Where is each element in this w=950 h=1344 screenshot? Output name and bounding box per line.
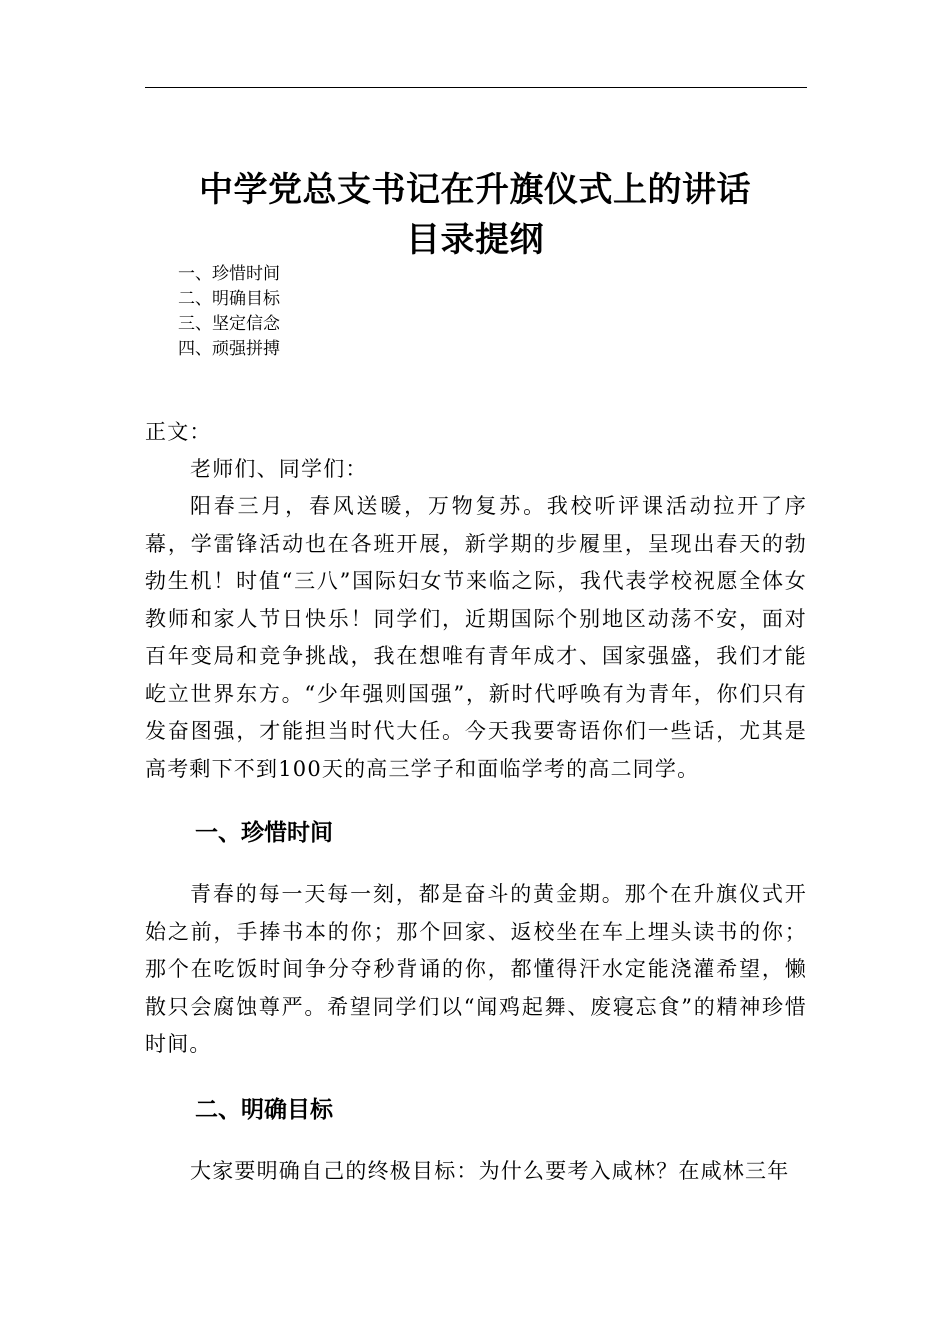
toc-item: 四、顽强拼搏: [178, 339, 280, 359]
body-label: 正文：: [145, 420, 212, 444]
toc-item: 一、珍惜时间: [178, 264, 280, 284]
intro-paragraph: 阳春三月，春风送暖，万物复苏。我校听评课活动拉开了序幕，学雷锋活动也在各班开展，新学期的步履里，呈现出春天的勃勃生机！时值“三八”国际妇女节来临之际，我代表学校祝愿全体女教师和家人节日快乐！同学们，近期国际个别地区动荡不安，面对百年变局和竞争挑战，我在想唯有青年成才、国家强盛，我们才能屹立世界东方。“少年强则国强”，新时代呼唤有为青年，你们只有发奋图强，才能担当时代大任。今天我要寄语你们一些话，尤其是高考剩下不到100天的高三学子和面临学考的高二同学。: [145, 494, 807, 781]
toc-item: 三、坚定信念: [178, 314, 280, 334]
section-1-paragraph: 青春的每一天每一刻，都是奋斗的黄金期。那个在升旗仪式开始之前，手捧书本的你；那个回家、返校坐在车上埋头读书的你；那个在吃饭时间争分夺秒背诵的你，都懂得汗水定能浇灌希望，懒散只会腐蚀尊严。希望同学们以“闻鸡起舞、废寝忘食”的精神珍惜时间。: [145, 882, 807, 1056]
header-rule: [145, 87, 807, 88]
document-subtitle: 目录提纲: [406, 220, 544, 260]
section-heading-2: 二、明确目标: [195, 1097, 333, 1123]
document-title: 中学党总支书记在升旗仪式上的讲话: [199, 170, 751, 210]
section-2-paragraph: 大家要明确自己的终极目标：为什么要考入咸林？在咸林三年: [190, 1159, 790, 1183]
table-of-contents: [178, 262, 280, 362]
salutation: 老师们、同学们：: [190, 457, 368, 481]
section-heading-1: 一、珍惜时间: [195, 820, 333, 846]
toc-item: 二、明确目标: [178, 289, 280, 309]
